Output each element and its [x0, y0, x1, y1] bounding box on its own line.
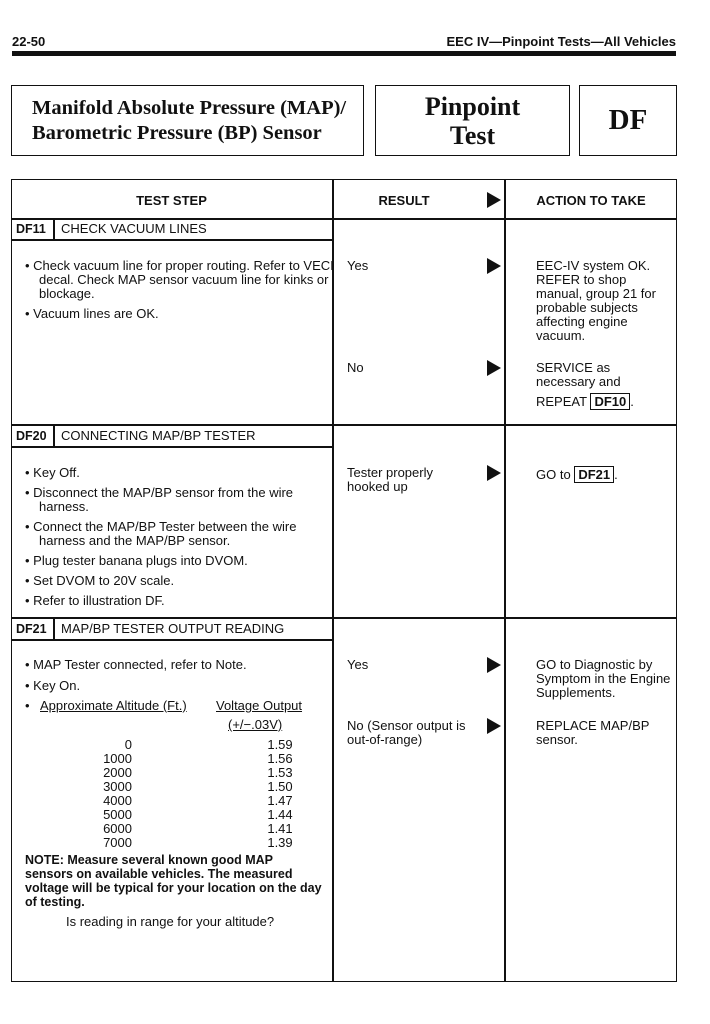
- action-text: REPLACE MAP/BP sensor.: [536, 718, 650, 747]
- action-suffix: .: [614, 467, 618, 482]
- table-row: [92, 752, 310, 766]
- result-yes: Yes: [347, 657, 369, 672]
- col-header-test-step: TEST STEP: [136, 193, 207, 208]
- pinpoint-line-1: Pinpoint: [424, 92, 521, 121]
- voltage-tolerance: (+/−.03V): [228, 717, 283, 732]
- step-header-rule: [11, 446, 332, 448]
- altitude-header: Approximate Altitude (Ft.): [40, 698, 187, 713]
- step-id-divider: [53, 425, 55, 446]
- result-yes: Yes: [347, 258, 369, 273]
- altitude-table: [92, 738, 310, 850]
- table-row: [92, 836, 310, 850]
- voltage-cell: 1.47: [267, 793, 293, 808]
- arrow-icon: [487, 192, 501, 208]
- step-title: CONNECTING MAP/BP TESTER: [61, 428, 256, 443]
- table-row: [92, 808, 310, 822]
- step-id: DF20: [16, 429, 47, 443]
- bullet-item: • Vacuum lines are OK.: [25, 306, 159, 321]
- col-divider-2: [504, 179, 506, 982]
- header-rule: [12, 51, 676, 56]
- bullet-item: • Key On.: [25, 678, 81, 693]
- bullet-item: • Check vacuum line for proper routing. Refer to VECI decal. Check MAP sensor vacuum line for kinks or blockage.: [25, 258, 334, 301]
- altitude-cell: 3000: [103, 779, 132, 794]
- table-row: [92, 822, 310, 836]
- action-goto: [536, 466, 618, 483]
- note-text: NOTE: Measure several known good MAP sensors on available vehicles. The measured voltage will be typical for your location on the day of testing.: [25, 853, 322, 909]
- step-header-df21: [11, 618, 332, 639]
- action-repeat: [536, 393, 634, 410]
- pinpoint-label: [376, 92, 569, 150]
- bullet-text: Disconnect the MAP/BP sensor from the wire harness.: [33, 485, 294, 514]
- bullet-item: • Key Off.: [25, 465, 80, 480]
- pinpoint-box: [375, 85, 570, 156]
- bullet-text: Set DVOM to 20V scale.: [33, 573, 175, 588]
- table-row: [92, 738, 310, 752]
- result-no: No (Sensor output is out-of-range): [347, 718, 466, 747]
- bullet-item: • Connect the MAP/BP Tester between the wire harness and the MAP/BP sensor.: [25, 519, 297, 548]
- test-code: DF: [608, 104, 648, 136]
- col-header-action: ACTION TO TAKE: [536, 193, 646, 208]
- action-text: SERVICE as necessary and: [536, 360, 621, 389]
- step-ref-df10[interactable]: DF10: [590, 393, 630, 410]
- test-code-box: [579, 85, 677, 156]
- action-suffix: .: [630, 394, 634, 409]
- bullet-text: Refer to illustration DF.: [33, 593, 165, 608]
- table-row: [92, 794, 310, 808]
- voltage-cell: 1.53: [267, 765, 293, 780]
- page-number: 22-50: [12, 34, 46, 49]
- range-question: Is reading in range for your altitude?: [66, 914, 275, 929]
- arrow-icon: [487, 258, 501, 274]
- arrow-icon: [487, 718, 501, 734]
- bullet-marker: •: [25, 698, 30, 713]
- bullet-item: • Set DVOM to 20V scale.: [25, 573, 175, 588]
- voltage-cell: 1.50: [267, 779, 293, 794]
- bullet-text: Key Off.: [33, 465, 80, 480]
- step-id-divider: [53, 219, 55, 239]
- arrow-icon: [487, 657, 501, 673]
- bullet-item: • Plug tester banana plugs into DVOM.: [25, 553, 248, 568]
- step-title: CHECK VACUUM LINES: [61, 221, 207, 236]
- pinpoint-line-2: Test: [449, 121, 496, 150]
- step-id: DF21: [16, 622, 47, 636]
- step-header-df11: [11, 219, 332, 239]
- table-row: [92, 780, 310, 794]
- bullet-item: • Refer to illustration DF.: [25, 593, 165, 608]
- altitude-cell: 6000: [103, 821, 132, 836]
- voltage-header: Voltage Output: [216, 698, 303, 713]
- bullet-text: MAP Tester connected, refer to Note.: [33, 657, 247, 672]
- action-text: GO to Diagnostic by Symptom in the Engine Supplements.: [536, 657, 671, 700]
- action-prefix: GO to: [536, 467, 571, 482]
- step-id: DF11: [16, 222, 46, 236]
- altitude-cell: 0: [124, 737, 132, 752]
- bullet-text: Plug tester banana plugs into DVOM.: [33, 553, 248, 568]
- title-line-1: Manifold Absolute Pressure (MAP)/: [32, 97, 347, 119]
- altitude-cell: 5000: [103, 807, 132, 822]
- step-header-rule: [11, 639, 332, 641]
- voltage-cell: 1.39: [267, 835, 293, 850]
- altitude-cell: 2000: [103, 765, 132, 780]
- bullet-text: Vacuum lines are OK.: [33, 306, 159, 321]
- table-row: [92, 766, 310, 780]
- arrow-icon: [487, 465, 501, 481]
- action-prefix: REPEAT: [536, 394, 587, 409]
- action-text: EEC-IV system OK. REFER to shop manual, group 21 for probable subjects affecting engine vacuum.: [536, 258, 656, 343]
- bullet-text: Check vacuum line for proper routing. Refer to VECI decal. Check MAP sensor vacuum line for kinks or blockage.: [33, 258, 334, 301]
- result-text: Tester properly hooked up: [347, 465, 433, 494]
- title-line-2: Barometric Pressure (BP) Sensor: [32, 122, 322, 144]
- voltage-cell: 1.59: [267, 737, 293, 752]
- step-header-df20: [11, 425, 332, 446]
- section-title: EEC IV—Pinpoint Tests—All Vehicles: [446, 34, 676, 49]
- step-title: MAP/BP TESTER OUTPUT READING: [61, 621, 285, 636]
- step-id-divider: [53, 618, 55, 639]
- arrow-icon: [487, 360, 501, 376]
- sensor-title: [32, 96, 346, 146]
- col-header-result: RESULT: [378, 193, 430, 208]
- voltage-cell: 1.56: [267, 751, 293, 766]
- voltage-cell: 1.44: [267, 807, 293, 822]
- altitude-cell: 4000: [103, 793, 132, 808]
- bullet-text: Key On.: [33, 678, 81, 693]
- altitude-cell: 7000: [103, 835, 132, 850]
- altitude-cell: 1000: [103, 751, 132, 766]
- bullet-item: • MAP Tester connected, refer to Note.: [25, 657, 247, 672]
- title-box: [11, 85, 364, 156]
- step-ref-df21[interactable]: DF21: [574, 466, 614, 483]
- result-no: No: [347, 360, 364, 375]
- step-header-rule: [11, 239, 332, 241]
- bullet-text: Connect the MAP/BP Tester between the wire harness and the MAP/BP sensor.: [33, 519, 297, 548]
- bullet-item: • Disconnect the MAP/BP sensor from the wire harness.: [25, 485, 294, 514]
- voltage-cell: 1.41: [267, 821, 293, 836]
